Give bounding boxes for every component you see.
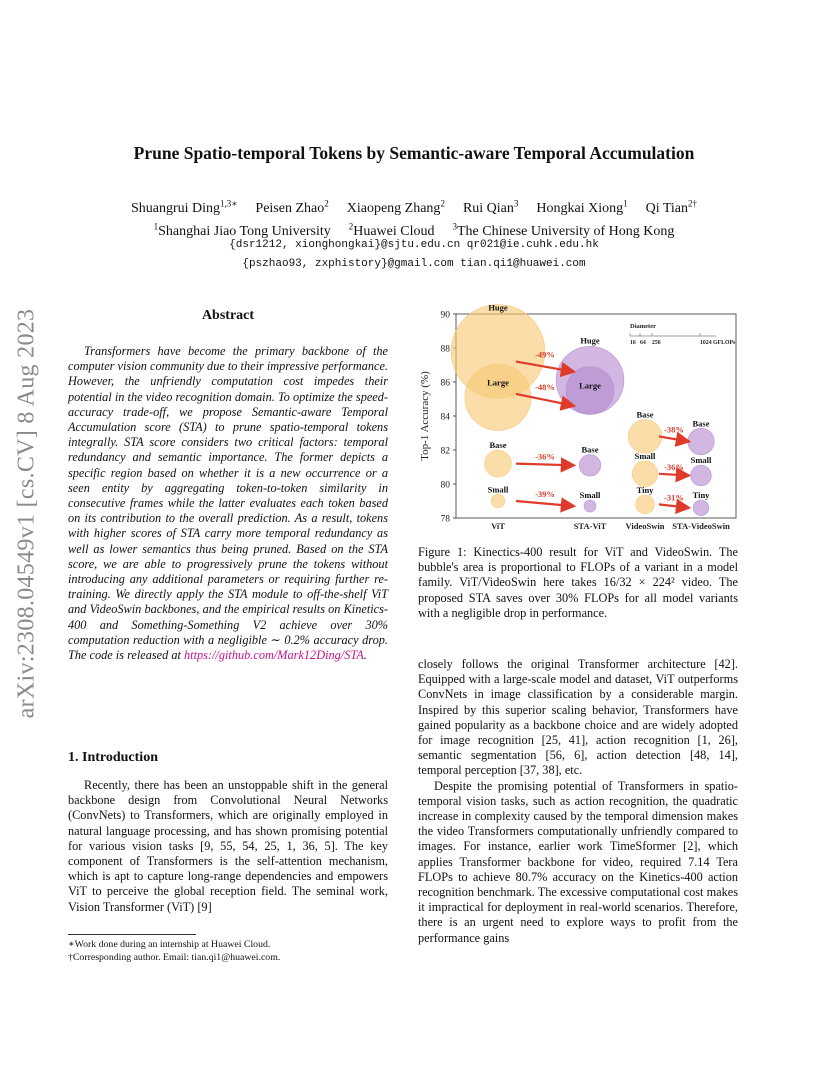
bubble-label: Base <box>581 444 599 455</box>
x-tick-label: VideoSwin <box>625 521 665 531</box>
x-tick-label: ViT <box>491 521 505 531</box>
bubble <box>632 461 658 487</box>
bubble <box>688 428 714 454</box>
bubble-label: Large <box>487 377 509 388</box>
bubble-label: Tiny <box>692 489 710 500</box>
bubble-label: Small <box>487 484 509 495</box>
reduction-arrow <box>659 474 689 476</box>
bubble <box>691 465 712 486</box>
bubble-label: Large <box>579 380 601 391</box>
author-sup: 3 <box>513 198 519 208</box>
bubble-label: Base <box>489 440 507 451</box>
reduction-label: -31% <box>664 492 684 503</box>
y-tick-label: 80 <box>440 480 450 491</box>
paper-title: Prune Spatio-temporal Tokens by Semantic-aware Temporal Accumulation <box>133 143 695 163</box>
reduction-arrow <box>659 504 689 507</box>
footnote-rule <box>68 934 196 935</box>
legend-title: Diameter <box>630 323 656 330</box>
bubble-label: Small <box>634 450 656 461</box>
affiliation-sup: 2 <box>348 221 354 232</box>
bubble <box>693 500 709 516</box>
abstract-heading: Abstract <box>201 308 255 323</box>
intro-paragraph: Recently, there has been an unstoppable shift in the general backbone design from Convolutional Neural Networks (ConvNets) to Transformers, which are originally employed in natural language processing, and has shown promising potential for various vision tasks [9, 55, 54, 25, 1, 36, 5]. The key component of Transformers is the self-attention mechanism, which is apt to capture long-range dependencies and empowers ViT to perceive the global reception field. The seminal work, Vision Transformer (ViT) [9] <box>68 778 388 914</box>
y-tick-label: 88 <box>440 344 450 355</box>
bubble-label: Huge <box>580 335 600 346</box>
author-sup: 2† <box>688 198 698 208</box>
affiliation-name: Shanghai Jiao Tong University <box>158 224 331 240</box>
reduction-arrow <box>516 501 574 506</box>
reduction-label: -38% <box>664 424 684 435</box>
right-paragraph-2: Despite the promising potential of Transformers in spatio-temporal vision tasks, such as action recognition, the quadratic increase in complexity caused by the temporal dimension makes the video Transformers computationally unfriendly compared to images. For instance, earlier work TimeSformer [2], which applies Transformer backbone for video, required 7.14 Tera FLOPs to achieve 80.7% accuracy on the Kinetics-400 action recognition benchmark. The excessive computational cost makes it impractical for deployment in real-world scenarios. Therefore, there is an urgent need to explore ways to profit from the performance gains <box>418 778 738 945</box>
reduction-label: -49% <box>535 349 555 360</box>
bubble <box>584 500 596 512</box>
authors-block <box>0 194 828 241</box>
y-tick-label: 78 <box>440 514 450 525</box>
legend-tick-label: 256 <box>652 340 661 346</box>
abstract-body: Transformers have become the primary backbone of the computer vision community due to their impressive performance. However, the unfriendly computation cost impedes their potential in the video recognition domain. To optimize the speed-accuracy trade-off, we propose Semantic-aware Temporal Accumulation score (STA) to prune spatio-temporal tokens integrally. STA score considers two critical factors: temporal redundancy and semantic importance. The former depicts a specific region based on whether it is a new occurrence or a seen entity by aggregating token-to-token similarity in consecutive frames while the latter evaluates each token based on its contribution to the overall prediction. As a result, tokens with higher scores of STA carry more temporal redundancy as well as lower semantics thus being pruned. Based on the STA score, we are able to progressively prune the tokens without introducing any additional parameters or requiring further re-training. We directly apply the STA module to off-the-shelf ViT and VideoSwin backbones, and the empirical results on Kinetics-400 and Something-Something V2 achieve over 30% computation reduction with a negligible ∼ 0.2% accuracy drop. The code is released at https://github.com/Mark12Ding/STA. <box>68 344 388 663</box>
author-sup: 1 <box>623 198 628 208</box>
emails-block <box>0 236 828 274</box>
author-name: Shuangrui Ding$^{1,3∗}$ <box>130 198 238 216</box>
reduction-label: -36% <box>535 451 555 462</box>
author-name: Peisen Zhao$^2$ <box>255 198 329 216</box>
section-heading-introduction: 1. Introduction <box>68 750 158 765</box>
bubble <box>491 494 504 507</box>
figure-caption: Figure 1: Kinectics-400 result for ViT and VideoSwin. The bubble's area is proportional to FLOPs of a variant in a model family. ViT/VideoSwin here takes 16/32 × 224² video. The proposed STA saves over 30% FLOPs for all model variants with a negligible drop in performance. <box>418 545 738 620</box>
author-sup: 1,3∗ <box>220 198 238 208</box>
right-paragraph-1: closely follows the original Transformer architecture [42]. Equipped with a large-scale model and dataset, ViT outperforms ConvNets in image classification by a considerable margin. Inspired by this superior scaling behavior, Transformers have gained popularity as a backbone choice and are widely adopted for image recognition [25, 41], action recognition [1, 26], semantic segmentation [56, 6], action detection [48, 14], temporal perception [37, 38], etc. <box>418 657 738 778</box>
bubble-label: Base <box>636 409 654 420</box>
footnote-2: †Corresponding author. Email: tian.qi1@huawei.com. <box>68 952 281 963</box>
bubble <box>566 367 614 415</box>
author-name: Qi Tian$^{2\dagger}$ <box>645 198 698 216</box>
author-line <box>0 194 828 218</box>
author-sup: 2 <box>440 198 445 208</box>
legend-tick-label: 64 <box>640 340 646 346</box>
y-tick-label: 84 <box>440 412 450 423</box>
right-column-text <box>418 657 738 946</box>
bubble <box>628 420 662 454</box>
affiliation-sup: 1 <box>153 221 159 232</box>
affiliation-name: The Chinese University of Hong Kong <box>457 224 675 240</box>
reduction-label: -39% <box>535 489 555 499</box>
reduction-arrow <box>516 464 574 466</box>
legend-tick-label: 1024 GFLOPs <box>700 340 736 346</box>
bubble-chart <box>418 304 742 536</box>
author-name: Xiaopeng Zhang$^2$ <box>346 198 445 216</box>
arxiv-side-label: arXiv:2308.04549v1 [cs.CV] 8 Aug 2023 <box>13 308 40 719</box>
bubble-label: Base <box>692 418 710 429</box>
author-name: Rui Qian$^3$ <box>462 198 519 216</box>
abstract-text: Transformers have become the primary backbone of the computer vision community due to their impressive performance. However, the unfriendly computation cost impedes their potential in the video recognition domain. To optimize the speed-accuracy trade-off, we propose Semantic-aware Temporal Accumulation score (STA) to prune spatio-temporal tokens integrally. STA score considers two critical factors: temporal redundancy and semantic importance. The former depicts a specific region based on whether it is a new occurrence or a seen entity by aggregating token-to-token similarity in consecutive frames while the latter evaluates each token based on its contribution to the overall prediction. As a result, tokens with higher scores of STA carry more temporal redundancy as well as lower semantics thus being pruned. Based on the STA score, we are able to progressively prune the tokens without introducing any additional parameters or requiring further re-training. We directly apply the STA module to off-the-shelf ViT and VideoSwin backbones, and the empirical results on Kinetics-400 and Something-Something V2 achieve over 30% computation reduction with a negligible ∼ 0.2% accuracy drop. The code is released at <box>68 344 388 663</box>
bubble <box>579 455 600 476</box>
author-sup: 2 <box>324 198 329 208</box>
bubble <box>636 495 655 514</box>
bubble-label: Huge <box>488 304 508 313</box>
bubble <box>485 450 512 477</box>
y-tick-label: 82 <box>440 446 450 457</box>
reduction-label: -48% <box>535 381 555 392</box>
y-tick-label: 86 <box>440 378 450 389</box>
email-line: {dsr1212, xionghongkai}@sjtu.edu.cn qr021@ie.cuhk.edu.hk <box>229 239 599 251</box>
y-tick-label: 90 <box>440 310 450 321</box>
author-name: Hongkai Xiong$^1$ <box>536 198 628 216</box>
legend-tick-label: 16 <box>630 340 636 346</box>
reduction-arrow <box>659 436 689 441</box>
y-axis-label: Top-1 Accuracy (%) <box>419 371 431 461</box>
email-line: {pszhao93, zxphistory}@gmail.com tian.qi1@huawei.com <box>242 258 586 270</box>
bubble-label: Small <box>690 455 712 466</box>
affiliation-name: Huawei Cloud <box>353 224 435 240</box>
bubble <box>465 364 531 430</box>
footnotes <box>68 938 388 964</box>
bubble-label: Tiny <box>636 485 654 496</box>
bubble-label: Small <box>579 490 601 501</box>
x-tick-label: STA-ViT <box>573 521 607 531</box>
affiliation-sup: 3 <box>452 221 457 232</box>
x-tick-label: STA-VideoSwin <box>672 521 730 531</box>
reduction-label: -36% <box>664 461 684 472</box>
code-link[interactable]: https://github.com/Mark12Ding/STA <box>184 648 364 663</box>
footnote-1: ∗Work done during an internship at Huawei Cloud. <box>68 939 271 950</box>
